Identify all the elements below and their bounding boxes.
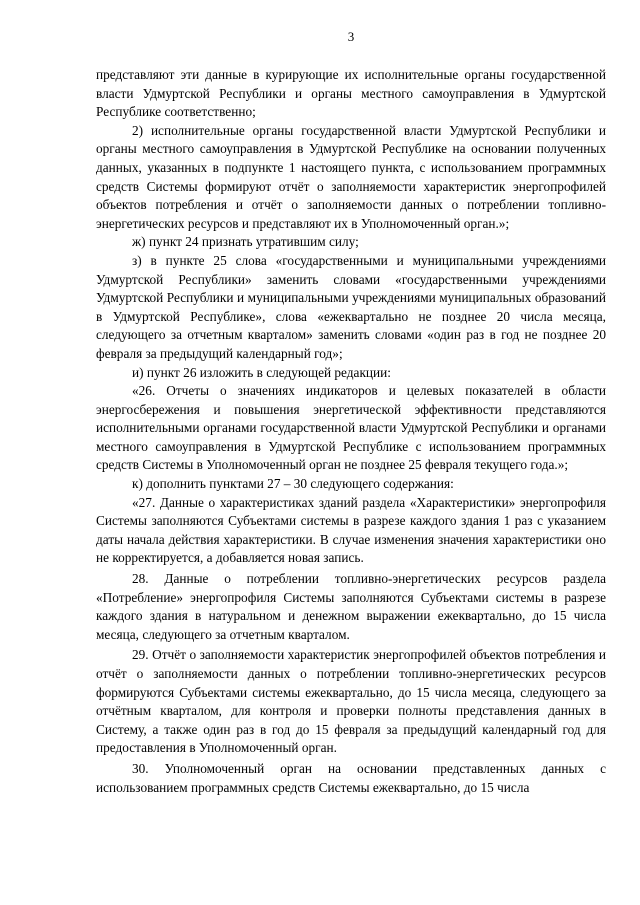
paragraph-point-27: «27. Данные о характеристиках зданий раздела «Характеристики» энергопрофиля Системы заполняются Субъектами системы в разрезе каждого здания 1 раз с указанием даты начала действия характеристики. В случае изменения значения характеристики оно не корректируется, а добавляется новая запись. [96,494,606,566]
paragraph-point-29: 29. Отчёт о заполняемости характеристик энергопрофилей объектов потребления и отчёт о заполняемости данных о потреблении топливно-энергетических ресурсов формируются Субъектами системы ежеквартально, до 15 числа месяца, следующего за отчётным кварталом, для контроля и проверки полноты представления данных в Систему, а также один раз в год до 15 февраля за предыдущий календарный год для предоставления в Уполномоченный орган. [96,647,606,756]
paragraph-point-28: 28. Данные о потреблении топливно-энергетических ресурсов раздела «Потребление» энергопрофиля Системы заполняются Субъектами системы в разрезе каждого здания в натуральном и денежном выражении ежеквартально, до 15 числа месяца, следующего за отчетным кварталом. [96,571,606,642]
document-body [96,66,606,797]
paragraph-point-30: 30. Уполномоченный орган на основании представленных данных с использованием программных средств Системы ежеквартально, до 15 числа [96,760,606,795]
paragraph-subitem-2: 2) исполнительные органы государственной власти Удмуртской Республики и органы местного самоуправления в Удмуртской Республике на основании полученных данных, указанных в подпункте 1 настоящего пункта, с использованием программных средств Системы формируют отчёт о заполняемости характеристик энергопрофилей объектов потребления и отчёт о заполняемости данных о потреблении топливно-энергетических ресурсов и представляют их в Уполномоченный орган.»; [96,122,606,231]
paragraph-continuation: представляют эти данные в курирующие их исполнительные органы государственной власти Удмуртской Республики и органы местного самоуправления в Удмуртской Республике соответственно; [96,67,606,120]
paragraph-item-z: з) в пункте 25 слова «государственными и муниципальными учреждениями Удмуртской Республики» заменить словами «государственными учреждениями Удмуртской Республики и муниципальными учреждениями муниципальных образований в Удмуртской Республике», слова «ежеквартально не позднее 20 числа месяца, следующего за отчетным кварталом» заменить словами «один раз в год не позднее 20 февраля за предыдущий календарный год»; [96,252,606,361]
page-number: 3 [347,29,355,44]
paragraph-item-k: к) дополнить пунктами 27 – 30 следующего содержания: [132,476,454,492]
paragraph-point-26: «26. Отчеты о значениях индикаторов и целевых показателей в области энергосбережения и повышения энергетической эффективности представляются исполнительными органами государственной власти Удмуртской Республики и органами местного самоуправления в Удмуртской Республике с использованием программных средств Системы в Уполномоченный орган не позднее 25 февраля текущего года.»; [96,383,606,473]
paragraph-item-i: и) пункт 26 изложить в следующей редакции: [132,364,391,380]
paragraph-item-zh: ж) пункт 24 признать утратившим силу; [132,234,359,250]
